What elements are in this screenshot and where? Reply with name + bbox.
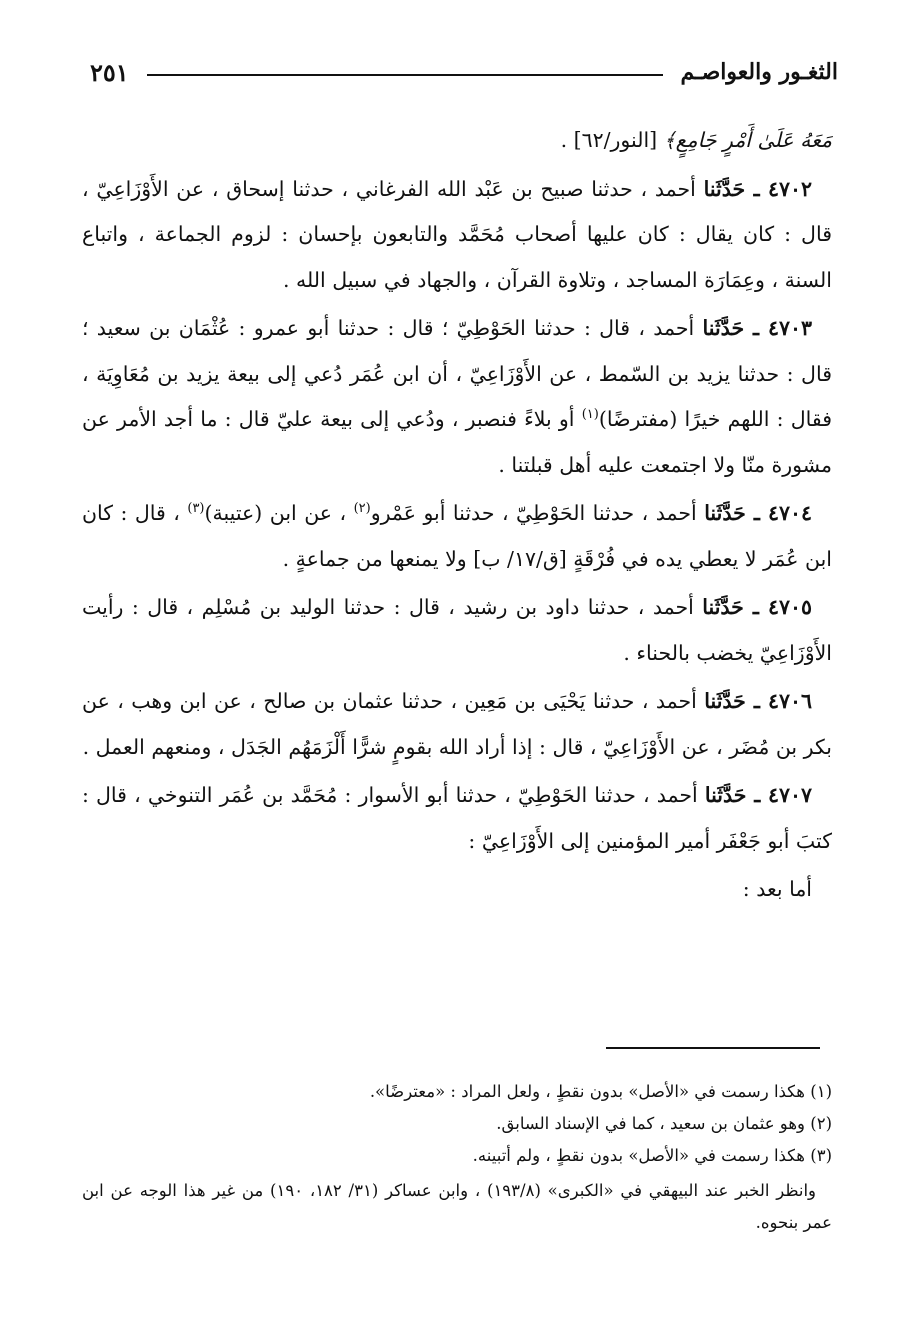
haddathana-word: حَدَّثَنا	[704, 689, 754, 713]
hadith-4702	[82, 167, 832, 304]
hadith-number: ٤٧٠٦ ـ	[753, 689, 812, 713]
hadith-text: أحمد ، حدثنا الحَوْطِيّ ، حدثنا أبو عَمْرو	[370, 501, 705, 525]
page-header	[90, 52, 838, 92]
running-title: الثغـور والعواصـم	[680, 59, 838, 85]
hadith-number: ٤٧٠٣ ـ	[753, 316, 812, 340]
page-number: ٢٥١	[90, 57, 129, 87]
header-rule	[147, 74, 663, 76]
hadith-text: أحمد ، قال : حدثنا الحَوْطِيّ ؛ قال : حدثنا أبو عمرو : عُثْمَان بن سعيد ؛ قال : حدثنا يزيد بن السّمط ، عن الأَوْزَاعِيّ ، أن ابن عُمَر دُعي إلى بيعة يزيد بن مُعَاوِيَة ، فقال : اللهم خيرًا (مفترضًا)	[82, 316, 833, 431]
haddathana-word: حَدَّثَنا	[704, 783, 755, 807]
footnote-3: (٣) هكذا رسمت في «الأصل» بدون نقطٍ ، ولم أتبينه.	[472, 1146, 832, 1165]
haddathana-word: حَدَّثَنا	[702, 316, 754, 340]
hadith-text: أحمد ، حدثنا يَحْيَى بن مَعِين ، حدثنا عثمان بن صالح ، عن ابن وهب ، عن بكر بن مُضَر ، عن الأَوْزَاعِيّ ، قال : إذا أراد الله بقومٍ شرًّا أَلْزَمَهُم الجَدَل ، ومنعهم العمل .	[82, 689, 832, 759]
footnote-marker-1: (١)	[581, 407, 599, 423]
quran-reference: [النور/٦٢] .	[560, 128, 664, 152]
hadith-number: ٤٧٠٢ ـ	[753, 176, 812, 201]
footnote-separator	[606, 1047, 820, 1049]
hadith-number: ٤٧٠٧ ـ	[754, 783, 812, 807]
footnote-marker-2: (٢)	[353, 501, 371, 517]
hadith-text-cont: ، عن ابن (عتيبة)	[204, 501, 354, 525]
quran-verse: مَعَهُ عَلَىٰ أَمْرٍ جَامِعٍ﴾	[663, 128, 832, 152]
haddathana-word: حَدَّثَنا	[702, 595, 753, 619]
haddathana-word: حَدَّثَنا	[703, 176, 754, 201]
hadith-text: أحمد ، حدثنا الحَوْطِيّ ، حدثنا أبو الأسوار : مُحَمَّد بن عُمَر التنوخي ، قال : كتبَ أبو جَعْفَر أمير المؤمنين إلى الأَوْزَاعِيّ :	[82, 783, 832, 853]
hadith-text: أحمد ، حدثنا داود بن رشيد ، قال : حدثنا الوليد بن مُسْلِم ، قال : رأيت الأَوْزَاعِيّ يخضب بالحناء .	[82, 595, 832, 665]
hadith-4703	[82, 306, 832, 488]
haddathana-word: حَدَّثَنا	[704, 501, 754, 525]
letter-opening: أما بعد :	[742, 877, 812, 901]
footnotes	[82, 1076, 832, 1239]
hadith-4704	[82, 491, 832, 582]
hadith-4705	[82, 585, 832, 676]
footnote-2: (٢) وهو عثمان بن سعيد ، كما في الإسناد السابق.	[496, 1114, 832, 1133]
hadith-number: ٤٧٠٥ ـ	[752, 595, 812, 619]
hadith-text: أحمد ، حدثنا صبيح بن عَبْد الله الفرغاني ، حدثنا إسحاق ، عن الأَوْزَاعِيّ ، قال : كان يقال : كان عليها أصحاب مُحَمَّد والتابعون بإحسان : لزوم الجماعة ، واتباع السنة ، وعِمَارَة المساجد ، وتلاوة القرآن ، والجهاد في سبيل الله .	[82, 176, 832, 292]
footnote-1: (١) هكذا رسمت في «الأصل» بدون نقطٍ ، ولعل المراد : «معترضًا».	[369, 1082, 832, 1101]
footnote-marker-3: (٣)	[187, 501, 205, 517]
hadith-number: ٤٧٠٤ ـ	[753, 501, 812, 525]
main-text	[82, 118, 832, 916]
hadith-text-cont: أو بلاءً فنصبر ، ودُعي إلى بيعة عليّ قال : ما أجد الأمر عن مشورة منّا ولا اجتمعت عليه أهل قبلتنا .	[82, 407, 832, 477]
hadith-4707	[82, 773, 832, 864]
footnote-3-continuation: وانظر الخبر عند البيهقي في «الكبرى» (١٩٣/٨) ، وابن عساكر (٣١/ ١٨٢، ١٩٠) من غير هذا الوجه عن ابن عمر بنحوه.	[82, 1181, 832, 1232]
hadith-text-end: ، قال : كان ابن عُمَر لا يعطي يده في فُرْقَةٍ [ق/١٧/ ب] ولا يمنعها من جماعةٍ .	[82, 501, 832, 571]
hadith-4706	[82, 679, 832, 770]
quran-verse-continuation	[82, 118, 832, 164]
